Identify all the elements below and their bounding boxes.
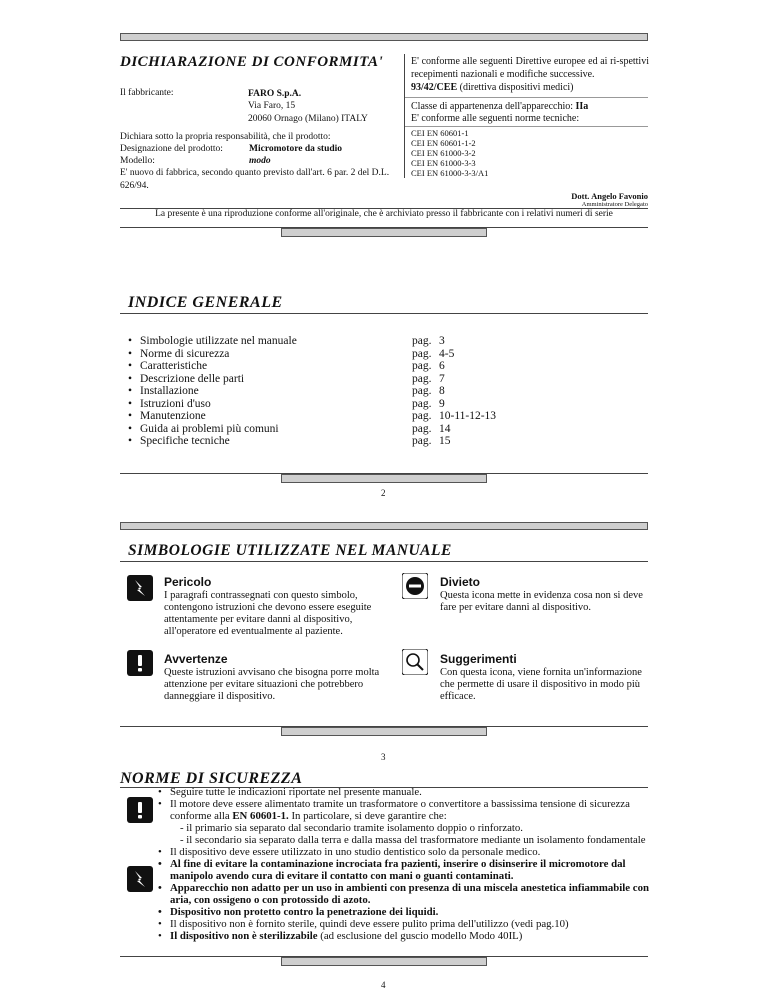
class-text: Classe di appartenenza dell'apparecchio: [411, 101, 574, 112]
index-item[interactable]: • Simbologie utilizzate nel manuale [128, 335, 548, 348]
list-item: • Il dispositivo non è sterilizzabile (ad esclusione del guscio modello Modo 40IL) [158, 930, 650, 942]
index-item[interactable]: • Specifiche tecniche [128, 435, 548, 448]
symbols-title-rule [120, 561, 648, 562]
page-number: 3 [381, 752, 386, 762]
pericolo-body: I paragrafi contrassegnati con questo simbolo, contengono istruzioni che devono essere eseguite attentamente per evitare danni al dispositivo, all'operatore ed eventualmente al paziente. [164, 590, 372, 637]
divieto-body: Questa icona mette in evidenza cosa non si deve fare per evitare danni al dispositivo. [440, 590, 643, 613]
model-label: Modello: [120, 156, 155, 166]
safety-title: NORME DI SICUREZZA [120, 770, 303, 787]
declares-text: Dichiara sotto la propria responsabilità, che il prodotto: [120, 132, 331, 142]
page-number: 2 [381, 488, 386, 498]
class-value: IIa [575, 101, 589, 112]
norm-item: CEI EN 60601-1 [411, 128, 469, 138]
directives-intro: E' conforme alle seguenti Direttive europee ed ai ri-spettivi recepimenti nazionali e modifiche successive. [411, 56, 649, 80]
signer-name: Dott. Angelo Favonio [571, 191, 648, 201]
avvertenze-title: Avvertenze [164, 652, 228, 666]
directive-separator [405, 97, 648, 98]
section-tab [281, 727, 487, 736]
directive-line [411, 82, 574, 95]
suggerimenti-body: Con questa icona, viene fornita un'informazione che permette di usare il dispositivo in modo più efficace. [440, 667, 642, 702]
designation-label: Designazione del prodotto: [120, 144, 223, 154]
safety-list [158, 786, 650, 942]
index-item[interactable]: • Installazione [128, 385, 548, 398]
index-title: INDICE GENERALE [128, 294, 283, 311]
declaration-title: DICHIARAZIONE DI CONFORMITA' [120, 54, 384, 70]
index-item[interactable]: • Descrizione delle parti [128, 373, 548, 386]
pericolo-title: Pericolo [164, 575, 212, 589]
norm-item: CEI EN 61000-3-3 [411, 158, 476, 168]
suggerimenti-title: Suggerimenti [440, 652, 517, 666]
section-tab [281, 957, 487, 966]
class-line [411, 101, 588, 114]
warning-icon [127, 650, 153, 676]
index-item[interactable]: • Caratteristiche [128, 360, 548, 373]
magnifier-icon [402, 649, 428, 675]
avvertenze-body: Queste istruzioni avvisano che bisogna porre molta attenzione per evitare situazioni che potrebbero danneggiare il dispositivo. [164, 667, 380, 702]
new-product-text: E' nuovo di fabbrica, secondo quanto previsto dall'art. 6 par. 2 del D.L. 626/94. [120, 168, 390, 191]
column-divider [404, 54, 405, 178]
index-pag-column: pag. pag. pag. pag. pag. pag. pag. pag. pag. [412, 335, 432, 447]
directive-text: (direttiva dispositivi medici) [459, 82, 574, 93]
list-item: • Dispositivo non protetto contro la penetrazione dei liquidi. [158, 906, 650, 918]
manufacturer-street: Via Faro, 15 [248, 101, 296, 111]
copy-note: La presente è una riproduzione conforme all'originale, che è archiviato presso il fabbricante con i relativi numeri di serie [155, 209, 613, 219]
index-item[interactable]: • Guida ai problemi più comuni [128, 423, 548, 436]
section-tab [281, 474, 487, 483]
list-item: • Apparecchio non adatto per un uso in ambienti con presenza di una miscela anestetica infiammabile con aria, con ossigeno o con protossido di azoto. [158, 882, 650, 906]
index-item[interactable]: • Istruzioni d'uso [128, 398, 548, 411]
norms-intro: E' conforme alle seguenti norme tecniche: [411, 113, 580, 124]
manufacturer-name: FARO S.p.A. [248, 89, 302, 99]
norm-item: CEI EN 61000-3-3/A1 [411, 168, 489, 178]
directive-code: 93/42/CEE [411, 82, 458, 93]
danger-icon [127, 575, 153, 601]
index-item[interactable]: • Manutenzione [128, 410, 548, 423]
list-item: • Il dispositivo non è fornito sterile, quindi deve essere pulito prima dell'utilizzo (vedi pag.10) [158, 918, 650, 930]
list-item: • Seguire tutte le indicazioni riportate nel presente manuale. [158, 786, 650, 798]
manufacturer-label: Il fabbricante: [120, 88, 174, 98]
norm-item: CEI EN 61000-3-2 [411, 148, 476, 158]
list-item: - il secondario sia separato dalla terra e dalla massa del trasformatore mediante un isolamento fondamentale [180, 834, 646, 846]
list-item: • Il dispositivo deve essere utilizzato in uno studio dentistico solo da personale medico. [158, 846, 650, 858]
list-item: - il primario sia separato dal secondario tramite isolamento doppio o rinforzato. [180, 822, 523, 834]
section-tab [281, 228, 487, 237]
signer-role: Amministratore Delegato [581, 201, 648, 208]
page-number: 4 [381, 980, 386, 990]
list-item: • Al fine di evitare la contaminazione incrociata fra pazienti, inserire o disinserire il micromotore dal manipolo avendo cura di evitare il contatto con mani o guanti contaminati. [158, 858, 650, 882]
norms-list [411, 128, 488, 178]
header-bar [120, 522, 648, 530]
danger-icon [127, 866, 153, 892]
index-item[interactable]: • Norme di sicurezza [128, 348, 548, 361]
manufacturer-city: 20060 Ornago (Milano) ITALY [248, 114, 368, 124]
header-bar [120, 33, 648, 41]
list-item: • Il motore deve essere alimentato tramite un trasformatore o convertitore a bassissima tensione di sicurezza conforme alla EN 60601-1. In particolare, si deve garantire che: [158, 798, 650, 822]
index-pages-column: 3 4-5 6 7 8 9 10-11-12-13 14 15 [439, 335, 497, 447]
designation-value: Micromotore da studio [249, 144, 343, 154]
norms-separator [405, 126, 648, 127]
index-title-rule [120, 313, 648, 314]
norm-item: CEI EN 60601-1-2 [411, 138, 476, 148]
prohibition-icon [402, 573, 428, 599]
warning-icon [127, 797, 153, 823]
symbols-title: SIMBOLOGIE UTILIZZATE NEL MANUALE [128, 542, 452, 559]
model-value: modo [249, 156, 271, 166]
divieto-title: Divieto [440, 575, 481, 589]
